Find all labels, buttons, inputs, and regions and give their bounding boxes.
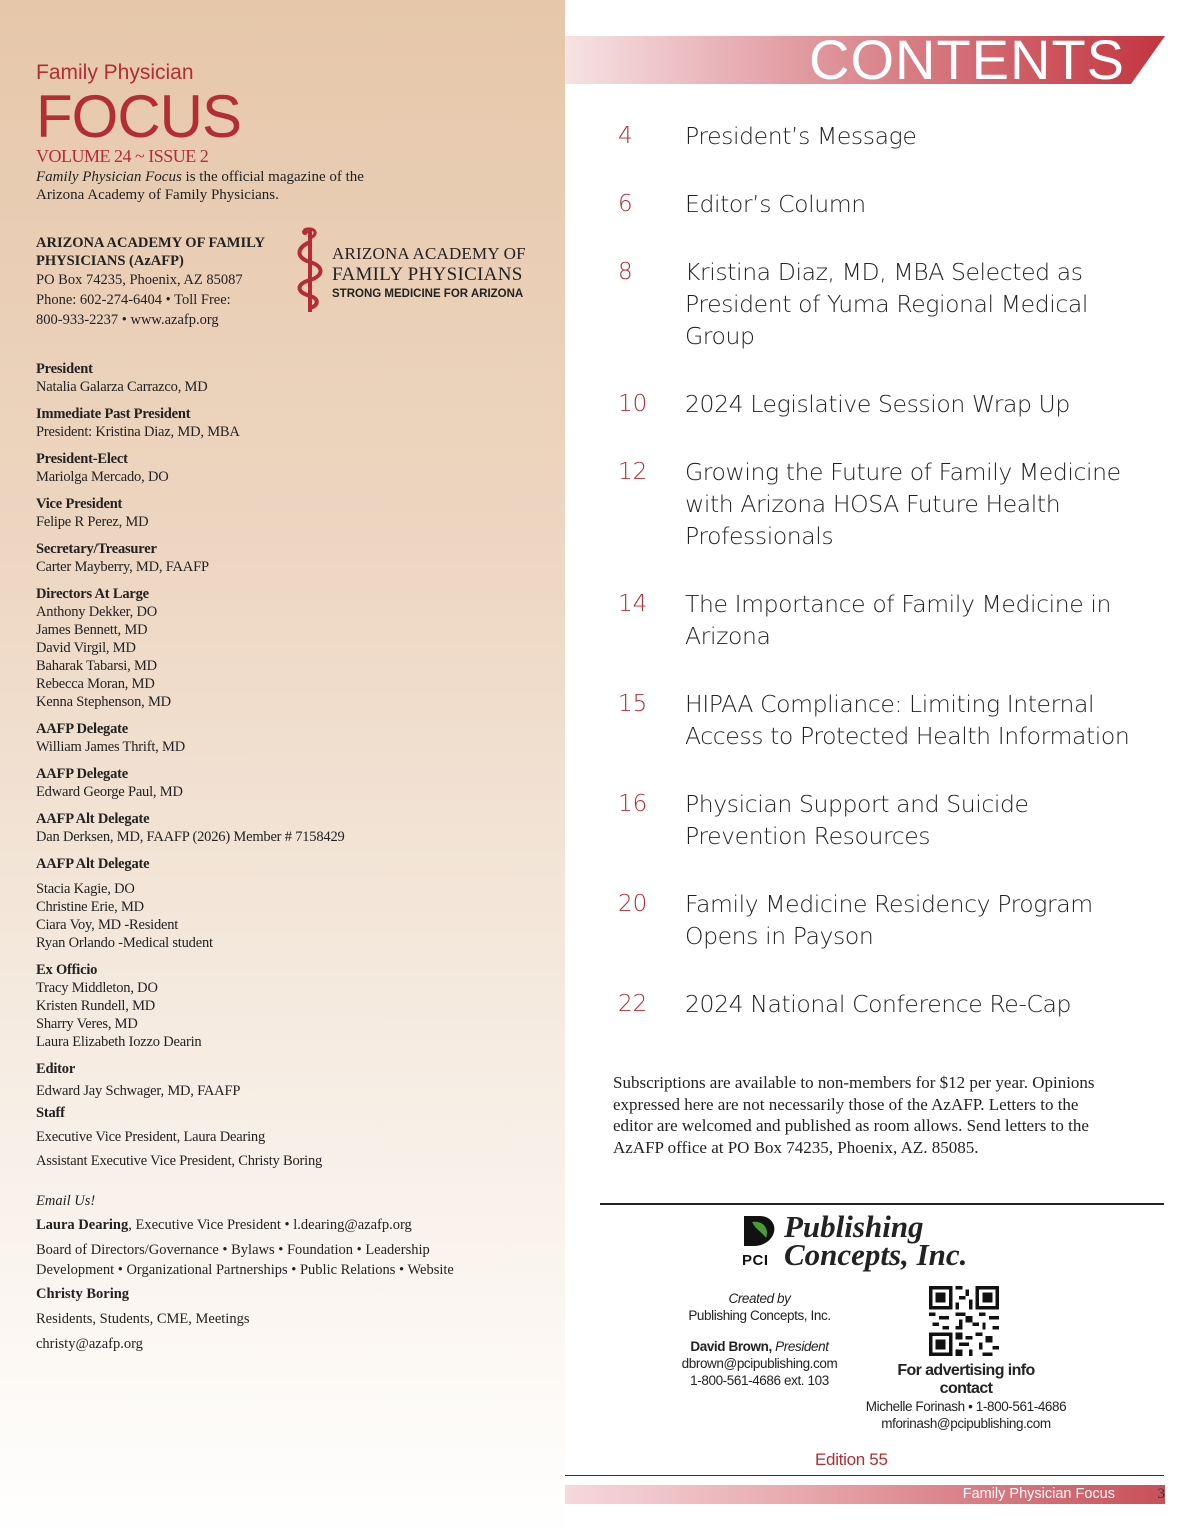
section-divider [600,1203,1164,1205]
email-title: Email Us! [36,1193,96,1209]
tagline-text: is the official magazine of the Arizona Academy of Family Physicians. [36,169,364,203]
azafp-logo [290,224,550,324]
office-president [36,360,545,396]
magazine-tagline [36,168,396,204]
advertising-info [860,1362,1072,1432]
pci-leaf-icon [740,1212,780,1252]
advertising-heading-1: For advertising info [897,1362,1035,1379]
publisher-logo [740,1209,1020,1276]
toc-title: Physician Support and Suicide Prevention Resources [685,790,1029,850]
toc-title: 2024 Legislative Session Wrap Up [685,390,1070,418]
toc-item[interactable] [618,188,1158,220]
publisher-name-line-2: Concepts, Inc. [784,1237,968,1272]
toc-page-number: 8 [618,259,633,285]
office-member: Executive Vice President, Laura Dearing [36,1129,266,1145]
office-secretary-treasurer [36,540,545,576]
toc-page-number: 16 [618,791,648,817]
created-by-block [672,1290,847,1389]
created-by-label: Created by [728,1291,791,1306]
office-role: AAFP Delegate [36,721,129,737]
office-member: Rebecca Moran, MD [36,676,155,692]
office-member: James Bennett, MD [36,622,148,638]
toc-title: 2024 National Conference Re-Cap [685,990,1071,1018]
office-role: Ex Officio [36,962,98,978]
office-aafp-alt-delegate-1 [36,810,545,846]
toc-page-number: 6 [618,191,633,217]
advertising-heading-2: contact [939,1380,993,1397]
office-role: Secretary/Treasurer [36,541,157,557]
toc-title: Growing the Future of Family Medicine with Arizona HOSA Future Health Professionals [685,458,1121,550]
magazine-big-title: FOCUS [36,83,241,150]
email-contact-laura [36,1214,545,1236]
office-editor [36,1060,545,1100]
toc-page-number: 22 [618,991,648,1017]
toc-item[interactable] [618,788,1158,852]
toc-page-number: 10 [618,391,648,417]
office-member: Assistant Executive Vice President, Christy Boring [36,1153,323,1169]
logo-line-3: STRONG MEDICINE FOR ARIZONA [332,288,524,300]
office-member: Edward George Paul, MD [36,784,183,800]
magazine-small-title: Family Physician [36,61,194,84]
organization-phone: Phone: 602-274-6404 • Toll Free: [36,292,231,308]
toc-title: Editor’s Column [685,190,866,218]
caduceus-icon [290,224,330,316]
office-directors-at-large [36,585,545,711]
office-member: Anthony Dekker, DO [36,604,158,620]
office-member: Mariolga Mercado, DO [36,469,169,485]
office-role: Vice President [36,496,123,512]
office-staff [36,1104,545,1170]
office-member: Ryan Orlando -Medical student [36,935,213,951]
contents-title: CONTENTS [809,28,1125,91]
office-member: Kristen Rundell, MD [36,998,156,1014]
toc-page-number: 14 [618,591,648,617]
office-role: Directors At Large [36,586,149,602]
contact-topics-1: Board of Directors/Governance • Bylaws • Foundation • Leadership [36,1242,430,1258]
office-member: Ciara Voy, MD -Resident [36,917,179,933]
office-member: Carter Mayberry, MD, FAAFP [36,559,209,575]
table-of-contents [618,120,1158,1020]
toc-item[interactable] [618,688,1158,752]
organization-block [36,234,545,344]
tagline-magazine-name: Family Physician Focus [36,169,182,185]
office-member: Christine Erie, MD [36,899,144,915]
publisher-president [672,1338,847,1355]
footer-magazine-name: Family Physician Focus [962,1486,1115,1502]
email-contact-christy: Christy Boring [36,1286,130,1302]
office-aafp-delegate-1 [36,720,545,756]
office-role: AAFP Delegate [36,766,129,782]
created-by-company: Publishing Concepts, Inc. [688,1308,831,1323]
office-role: President-Elect [36,451,128,467]
office-member: President: Kristina Diaz, MD, MBA [36,424,240,440]
office-vice-president [36,495,545,531]
email-us-block [36,1192,545,1355]
advertising-email[interactable]: mforinash@pcipublishing.com [881,1416,1051,1431]
office-role: Staff [36,1105,65,1121]
office-aafp-alt-delegate-2 [36,855,545,952]
footer-page-number: 3 [1157,1486,1165,1502]
officers-list [36,360,545,1170]
office-member: Tracy Middleton, DO [36,980,158,996]
president-title: President [771,1339,829,1354]
office-member: Sharry Veres, MD [36,1016,138,1032]
office-role: Immediate Past President [36,406,191,422]
contact-name: Laura Dearing [36,1217,129,1233]
logo-line-2: FAMILY PHYSICIANS [332,264,523,285]
footer-bar [565,1485,1165,1504]
footer-rule [565,1475,1164,1476]
contact-details: , Executive Vice President • l.dearing@azafp.org [128,1217,412,1233]
toc-page-number: 20 [618,891,648,917]
office-aafp-delegate-2 [36,765,545,801]
toc-item[interactable] [618,888,1158,952]
office-member: Baharak Tabarsi, MD [36,658,157,674]
office-member: William James Thrift, MD [36,739,185,755]
president-email[interactable]: dbrown@pcipublishing.com [681,1356,838,1371]
toc-page-number: 12 [618,459,648,485]
organization-name: ARIZONA ACADEMY OF FAMILY PHYSICIANS (AzAFP) [36,235,265,269]
masthead-panel [0,0,565,1540]
office-member: Felipe R Perez, MD [36,514,149,530]
office-role: AAFP Alt Delegate [36,856,150,872]
office-member: Edward Jay Schwager, MD, FAAFP [36,1083,241,1099]
office-member: David Virgil, MD [36,640,136,656]
toc-title: Kristina Diaz, MD, MBA Selected as President of Yuma Regional Medical Group [685,258,1088,350]
toc-title: The Importance of Family Medicine in Arizona [685,590,1111,650]
advertising-contact: Michelle Forinash • 1-800-561-4686 [865,1399,1067,1414]
toc-item[interactable] [618,588,1158,652]
office-member: Natalia Galarza Carrazco, MD [36,379,208,395]
toc-title: HIPAA Compliance: Limiting Internal Access to Protected Health Information [685,690,1130,750]
office-member: Dan Derksen, MD, FAAFP (2026) Member # 7158429 [36,829,345,845]
office-role: President [36,361,93,377]
qr-code-icon[interactable] [929,1286,999,1356]
toc-page-number: 4 [618,123,633,149]
office-past-president [36,405,545,441]
office-member: Kenna Stephenson, MD [36,694,171,710]
toc-item[interactable] [618,256,1158,352]
contact-topics-christy: Residents, Students, CME, Meetings [36,1311,250,1327]
office-member: Stacia Kagie, DO [36,881,135,897]
logo-line-1: ARIZONA ACADEMY OF [332,244,526,263]
edition-number: Edition 55 [815,1450,888,1469]
contact-topics-2: Development • Organizational Partnerships • Public Relations • Website [36,1262,454,1278]
president-phone: 1-800-561-4686 ext. 103 [690,1373,829,1388]
president-name: David Brown, [690,1339,772,1354]
contents-banner [565,28,1165,91]
office-ex-officio [36,961,545,1051]
publisher-name-line-1: Publishing [784,1209,924,1244]
office-president-elect [36,450,545,486]
toc-item[interactable] [618,456,1158,552]
toc-item[interactable] [618,120,1158,152]
office-role: Editor [36,1061,76,1077]
toc-title: President’s Message [685,122,917,150]
toc-item[interactable] [618,988,1158,1020]
organization-address [36,234,276,330]
toc-item[interactable] [618,388,1158,420]
contact-email-christy[interactable]: christy@azafp.org [36,1336,143,1352]
organization-phone-web: 800-933-2237 • www.azafp.org [36,312,219,328]
volume-issue: VOLUME 24 ~ ISSUE 2 [36,146,209,166]
toc-page-number: 15 [618,691,648,717]
subscription-notice: Subscriptions are available to non-members for $12 per year. Opinions expressed here are not necessarily those of the AzAFP. Letters to the editor are welcomed and published as room allows. Send letters to the AzAFP office at PO Box 74235, Phoenix, AZ. 85085. [613,1073,1095,1157]
toc-title: Family Medicine Residency Program Opens in Payson [685,890,1093,950]
office-member: Laura Elizabeth Iozzo Dearin [36,1034,202,1050]
pci-mark-text: PCI [742,1252,769,1269]
office-role: AAFP Alt Delegate [36,811,150,827]
organization-postal: PO Box 74235, Phoenix, AZ 85087 [36,272,243,288]
